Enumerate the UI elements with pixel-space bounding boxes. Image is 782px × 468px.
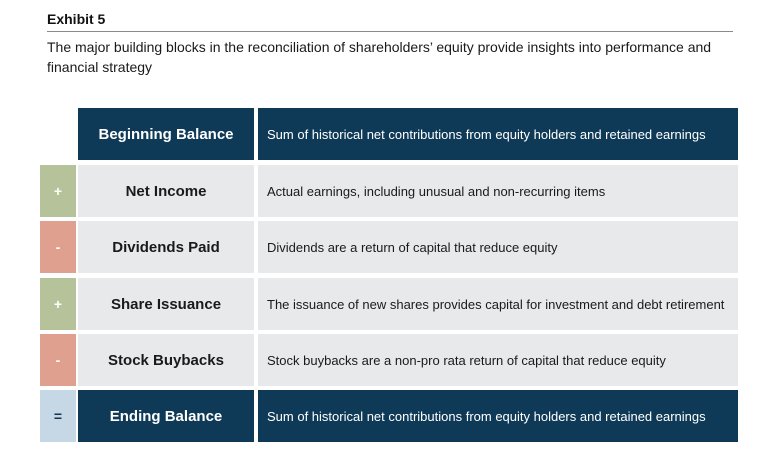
row-description: Actual earnings, including unusual and non-recurring items [258, 165, 738, 217]
row-description: The issuance of new shares provides capital for investment and debt retirement [258, 278, 738, 330]
row-description: Dividends are a return of capital that reduce equity [258, 221, 738, 273]
title-divider [47, 31, 733, 32]
minus-sign-marker: - [40, 334, 76, 386]
row-description: Stock buybacks are a non-pro rata return of capital that reduce equity [258, 334, 738, 386]
exhibit-label: Exhibit 5 [47, 11, 106, 27]
row-stock-buybacks [0, 334, 782, 386]
row-description: Sum of historical net contributions from equity holders and retained earnings [258, 108, 738, 160]
exhibit-subtitle: The major building blocks in the reconciliation of shareholders’ equity provide insights into performance and financial strategy [47, 39, 712, 75]
row-beginning-balance [0, 108, 782, 160]
row-description: Sum of historical net contributions from equity holders and retained earnings [258, 390, 738, 442]
row-label: Stock Buybacks [78, 334, 254, 386]
row-dividends-paid [0, 221, 782, 273]
row-label: Net Income [78, 165, 254, 217]
plus-sign-marker: + [40, 165, 76, 217]
minus-sign-marker: - [40, 221, 76, 273]
plus-sign-marker: + [40, 278, 76, 330]
row-label: Beginning Balance [78, 108, 254, 160]
row-net-income [0, 165, 782, 217]
row-label: Ending Balance [78, 390, 254, 442]
equals-sign-marker: = [40, 390, 76, 442]
row-share-issuance [0, 278, 782, 330]
row-label: Share Issuance [78, 278, 254, 330]
row-label: Dividends Paid [78, 221, 254, 273]
row-ending-balance [0, 390, 782, 442]
